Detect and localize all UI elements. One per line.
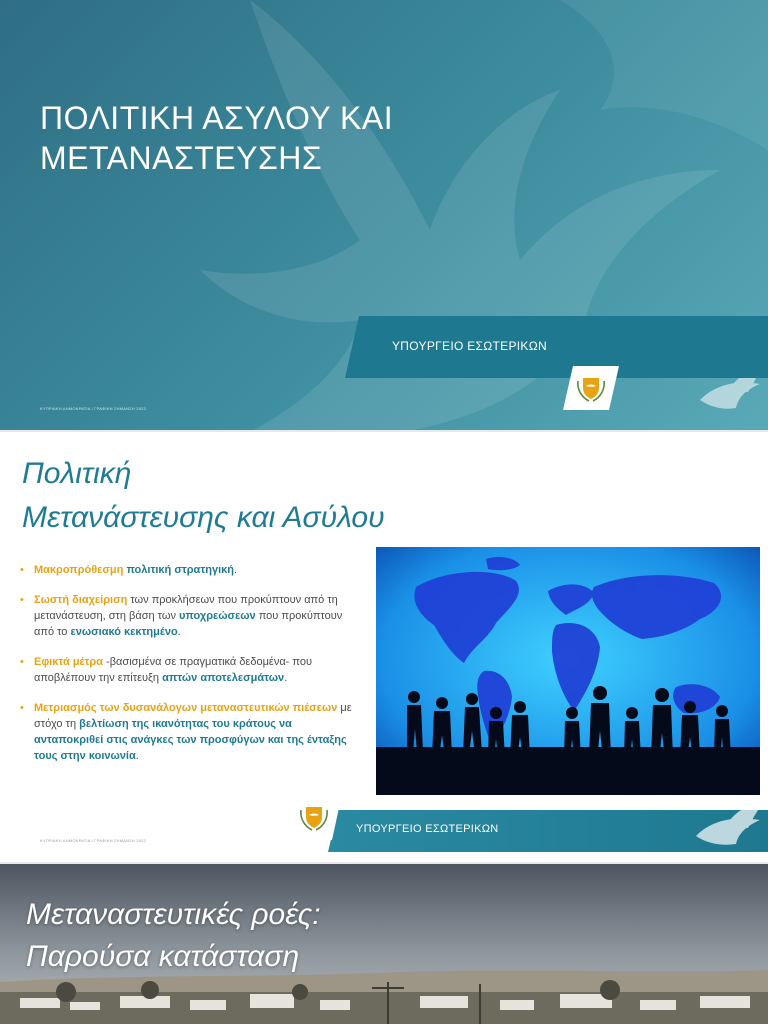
bullet-item <box>20 562 360 578</box>
bullet-keyword: Μακροπρόθεσμη <box>34 564 124 576</box>
heading-line-1: Μεταναστευτικές ροές: <box>26 898 321 931</box>
bullet-item <box>20 654 360 686</box>
bullet-highlight: απτών αποτελεσμάτων <box>162 672 285 684</box>
presentation-title: ΠΟΛΙΤΙΚΗ ΑΣΥΛΟΥ ΚΑΙ ΜΕΤΑΝΑΣΤΕΥΣΗΣ <box>40 100 394 176</box>
cyprus-emblem-icon <box>297 802 331 832</box>
migration-flows-slide <box>0 864 768 1024</box>
bullet-text: -βασισμένα σε πραγματικά δεδομένα- που αποβλέπουν την επίτευξη <box>34 656 312 684</box>
bullet-keyword: Εφικτά μέτρα <box>34 656 103 668</box>
bullet-highlight: υποχρεώσεων <box>179 610 256 622</box>
bullet-highlight: βελτίωση της ικανότητας του κράτους να ανταποκριθεί στις ανάγκες των προσφύγων και της ένταξης τους στην κοινωνία <box>34 718 347 762</box>
ministry-name: ΥΠΟΥΡΓΕΙΟ ΕΣΩΤΕΡΙΚΩΝ <box>392 339 547 353</box>
bullet-text: που προκύπτουν από το <box>34 610 343 638</box>
heading-line-1: Πολιτική <box>22 457 132 490</box>
bullet-keyword: Μετριασμός των δυσανάλογων μεταναστευτικών πιέσεων <box>34 702 338 714</box>
policy-bullet-list <box>20 562 360 778</box>
cyprus-emblem-icon <box>574 373 608 403</box>
dove-icon <box>690 802 766 852</box>
slide-footer: ΚΥΠΡΙΑΚΗ ΔΗΜΟΚΡΑΤΙΑ / ΓΡΑΦΙΚΗ ΣΗΜΑΝΣΗ 2022 <box>40 406 146 411</box>
bullet-text: με στόχο τη <box>34 702 352 730</box>
bullet-text: . <box>177 626 181 638</box>
bullet-highlight: ενωσιακό κεκτημένο <box>70 626 178 638</box>
world-map-migrants-image <box>376 547 760 795</box>
bullet-item <box>20 592 360 640</box>
title-slide <box>0 0 768 432</box>
bullet-item <box>20 700 360 764</box>
slide-heading <box>22 452 385 540</box>
slide-heading <box>26 894 321 978</box>
slide-footer: ΚΥΠΡΙΑΚΗ ΔΗΜΟΚΡΑΤΙΑ / ΓΡΑΦΙΚΗ ΣΗΜΑΝΣΗ 2022 <box>40 838 146 843</box>
bullet-text: των προκλήσεων που προκύπτουν από τη μετανάστευση, στη βάση των <box>34 594 338 622</box>
policy-slide <box>0 432 768 864</box>
bullet-highlight: πολιτική στρατηγική <box>126 564 234 576</box>
bullet-text: . <box>284 672 288 684</box>
bullet-keyword: Σωστή διαχείριση <box>34 594 128 606</box>
heading-line-2: Μετανάστευσης και Ασύλου <box>22 501 385 534</box>
ministry-name: ΥΠΟΥΡΓΕΙΟ ΕΣΩΤΕΡΙΚΩΝ <box>356 823 499 835</box>
heading-line-2: Παρούσα κατάσταση <box>26 940 300 973</box>
bullet-text: . <box>233 564 238 576</box>
bullet-text: . <box>135 750 139 762</box>
